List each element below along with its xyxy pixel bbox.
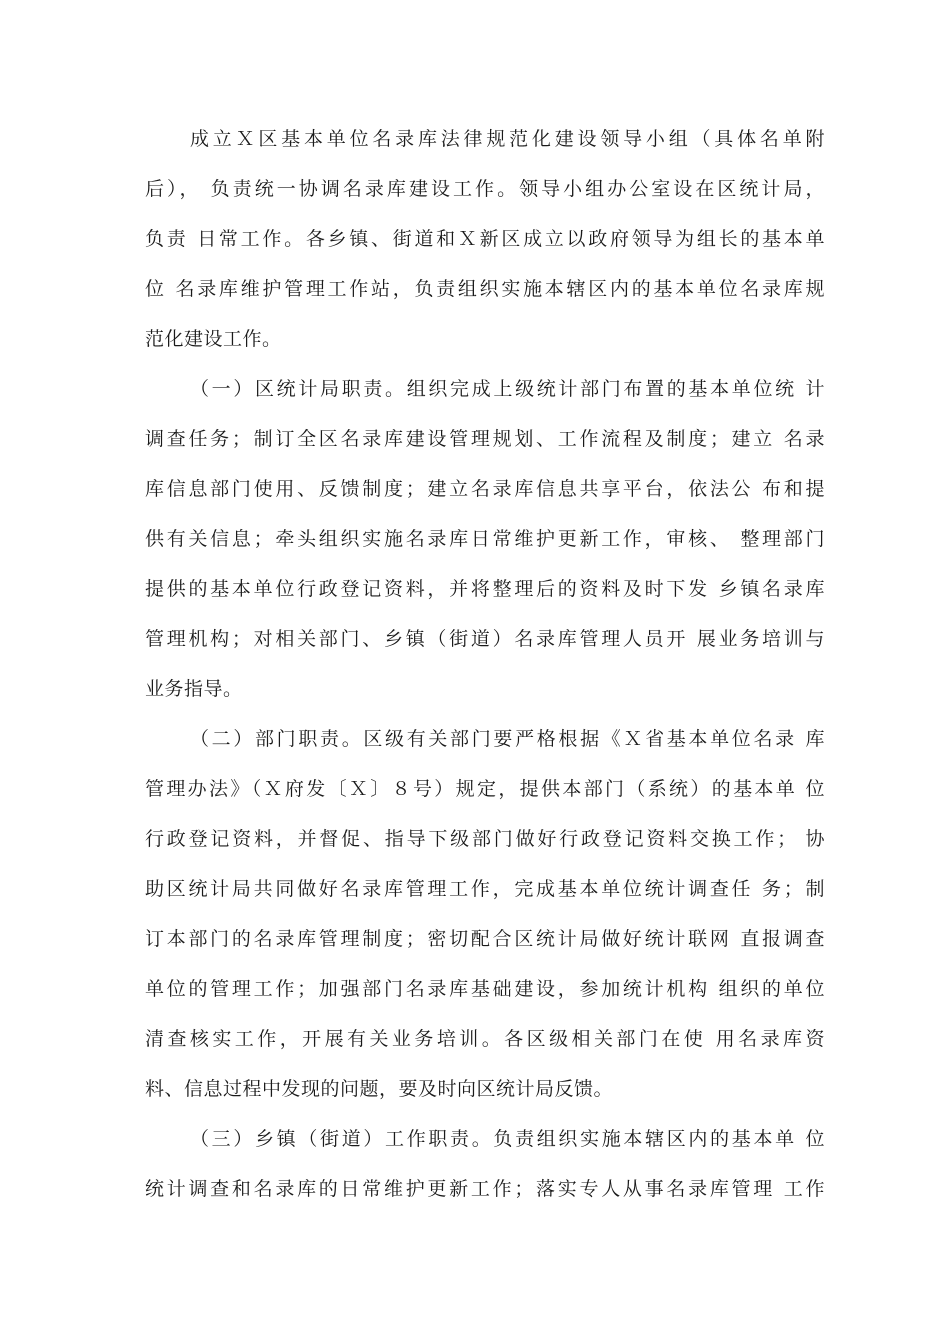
paragraph-3-line-3: 行政登记资料，并督促、指导下级部门做好行政登记资料交换工作； 协 — [145, 828, 825, 850]
paragraph-2-line-2: 调查任务；制订全区名录库建设管理规划、工作流程及制度；建立 名录 — [145, 428, 825, 450]
paragraph-3-line-4: 助区统计局共同做好名录库管理工作，完成基本单位统计调查任 务；制 — [145, 878, 825, 900]
paragraph-3-line-1: （二）部门职责。区级有关部门要严格根据《Ｘ省基本单位名录 库 — [190, 728, 825, 750]
paragraph-1-line-1: 成立Ｘ区基本单位名录库法律规范化建设领导小组（具体名单附 — [190, 128, 825, 150]
paragraph-2-line-4: 供有关信息；牵头组织实施名录库日常维护更新工作，审核、 整理部门 — [145, 528, 825, 550]
paragraph-1-line-3: 负责 日常工作。各乡镇、街道和Ｘ新区成立以政府领导为组长的基本单 — [145, 228, 825, 250]
paragraph-1-line-5: 范化建设工作。 — [145, 328, 282, 350]
paragraph-1-line-2: 后）， 负责统一协调名录库建设工作。领导小组办公室设在区统计局， — [145, 178, 825, 200]
paragraph-3-line-7: 清查核实工作，开展有关业务培训。各区级相关部门在使 用名录库资 — [145, 1028, 825, 1050]
paragraph-1-line-4: 位 名录库维护管理工作站，负责组织实施本辖区内的基本单位名录库规 — [145, 278, 825, 300]
paragraph-2-line-3: 库信息部门使用、反馈制度；建立名录库信息共享平台，依法公 布和提 — [145, 478, 825, 500]
paragraph-2-line-5: 提供的基本单位行政登记资料，并将整理后的资料及时下发 乡镇名录库 — [145, 578, 825, 600]
paragraph-3-line-2: 管理办法》（Ｘ府发〔Ｘ〕８号）规定，提供本部门（系统）的基本单 位 — [145, 778, 825, 800]
paragraph-4-line-2: 统计调查和名录库的日常维护更新工作；落实专人从事名录库管理 工作 — [145, 1178, 825, 1200]
paragraph-4-line-1: （三）乡镇（街道）工作职责。负责组织实施本辖区内的基本单 位 — [190, 1128, 825, 1150]
paragraph-2-line-6: 管理机构；对相关部门、乡镇（街道）名录库管理人员开 展业务培训与 — [145, 628, 825, 650]
paragraph-3-line-6: 单位的管理工作；加强部门名录库基础建设，参加统计机构 组织的单位 — [145, 978, 825, 1000]
paragraph-3-line-8: 料、信息过程中发现的问题，要及时向区统计局反馈。 — [145, 1078, 614, 1100]
paragraph-2-line-1: （一）区统计局职责。组织完成上级统计部门布置的基本单位统 计 — [190, 378, 825, 400]
paragraph-2-line-7: 业务指导。 — [145, 678, 243, 700]
paragraph-3-line-5: 订本部门的名录库管理制度；密切配合区统计局做好统计联网 直报调查 — [145, 928, 825, 950]
